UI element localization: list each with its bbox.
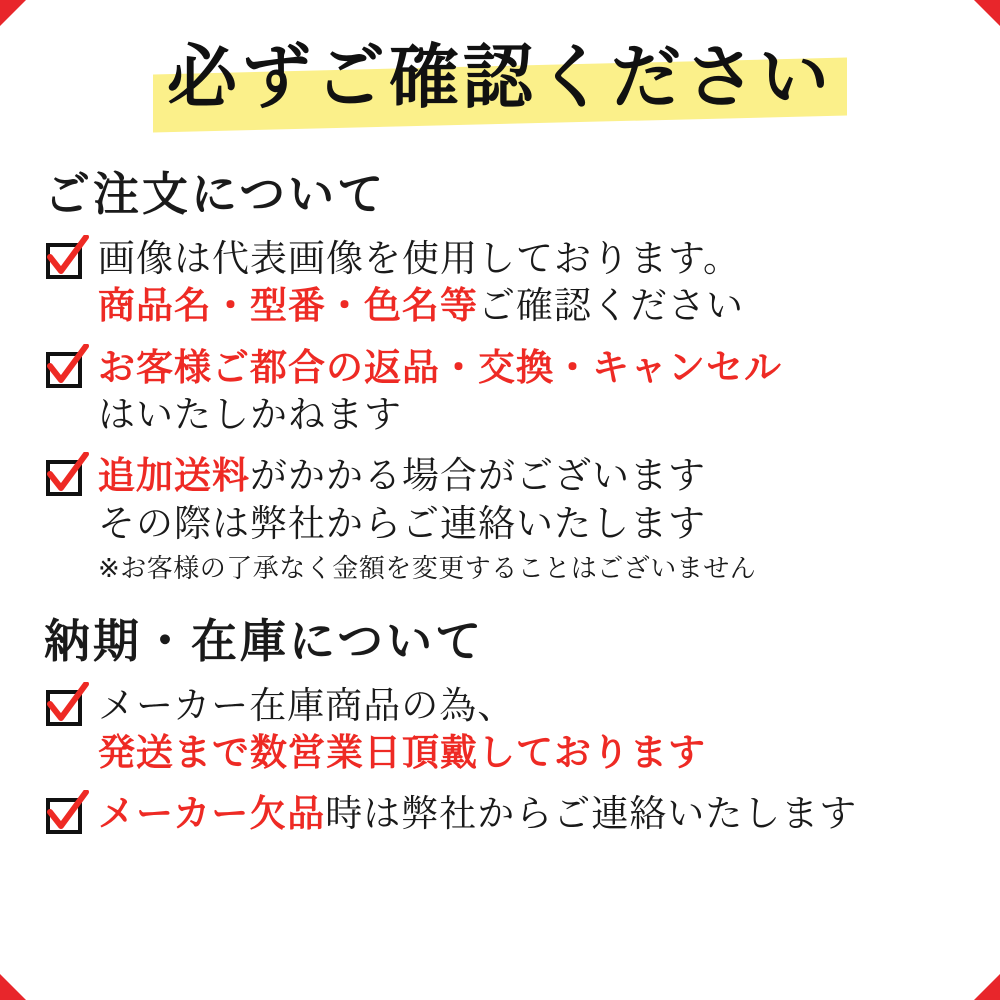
- list-item-line: [98, 452, 964, 499]
- emphasis-text: メーカー欠品: [98, 792, 326, 836]
- checkbox-checked-icon: [44, 350, 88, 394]
- list-item-line: 発送まで数営業日頂戴しております: [98, 731, 706, 775]
- emphasis-text: 商品名・型番・色名等: [98, 284, 478, 328]
- corner-accent-bottom-left: [0, 974, 26, 1000]
- list-item-line: [98, 282, 964, 329]
- list-item: [44, 344, 964, 439]
- checkbox-checked-icon: [44, 796, 88, 840]
- checkbox-checked-icon: [44, 241, 88, 285]
- list-item-note: ※お客様の了承なく金額を変更することはございません: [98, 554, 757, 585]
- headline-container: [0, 36, 1000, 122]
- list-item-line: [98, 790, 964, 837]
- list-item-lines: [98, 790, 964, 837]
- list-item-line: メーカー在庫商品の為、: [98, 683, 516, 727]
- section-title-orders: ご注文について: [44, 167, 387, 221]
- plain-text: がかかる場合がございます: [250, 454, 706, 498]
- plain-text: ご確認ください: [478, 284, 744, 328]
- corner-accent-bottom-right: [974, 974, 1000, 1000]
- list-item: [44, 452, 964, 587]
- emphasis-text: 追加送料: [98, 454, 250, 498]
- list-item-lines: [98, 235, 964, 330]
- list-item: [44, 682, 964, 777]
- notice-content: [44, 168, 964, 840]
- headline-text: 必ずご確認ください: [167, 36, 833, 118]
- list-item-lines: [98, 452, 964, 587]
- checkbox-checked-icon: [44, 458, 88, 502]
- corner-accent-top-left: [0, 0, 26, 26]
- list-item: [44, 790, 964, 840]
- list-item-line: はいたしかねます: [98, 392, 402, 436]
- checkbox-checked-icon: [44, 688, 88, 732]
- section-title-delivery-stock: 納期・在庫について: [44, 613, 485, 668]
- headline: [153, 36, 847, 122]
- list-item: [44, 235, 964, 330]
- list-item-line: 画像は代表画像を使用しております。: [98, 236, 742, 280]
- corner-accent-top-right: [974, 0, 1000, 26]
- list-item-line: その際は弊社からご連絡いたします: [98, 501, 706, 545]
- list-item-lines: [98, 682, 964, 777]
- list-item-line: お客様ご都合の返品・交換・キャンセル: [98, 345, 782, 389]
- list-item-lines: [98, 344, 964, 439]
- plain-text: 時は弊社からご連絡いたします: [325, 792, 858, 836]
